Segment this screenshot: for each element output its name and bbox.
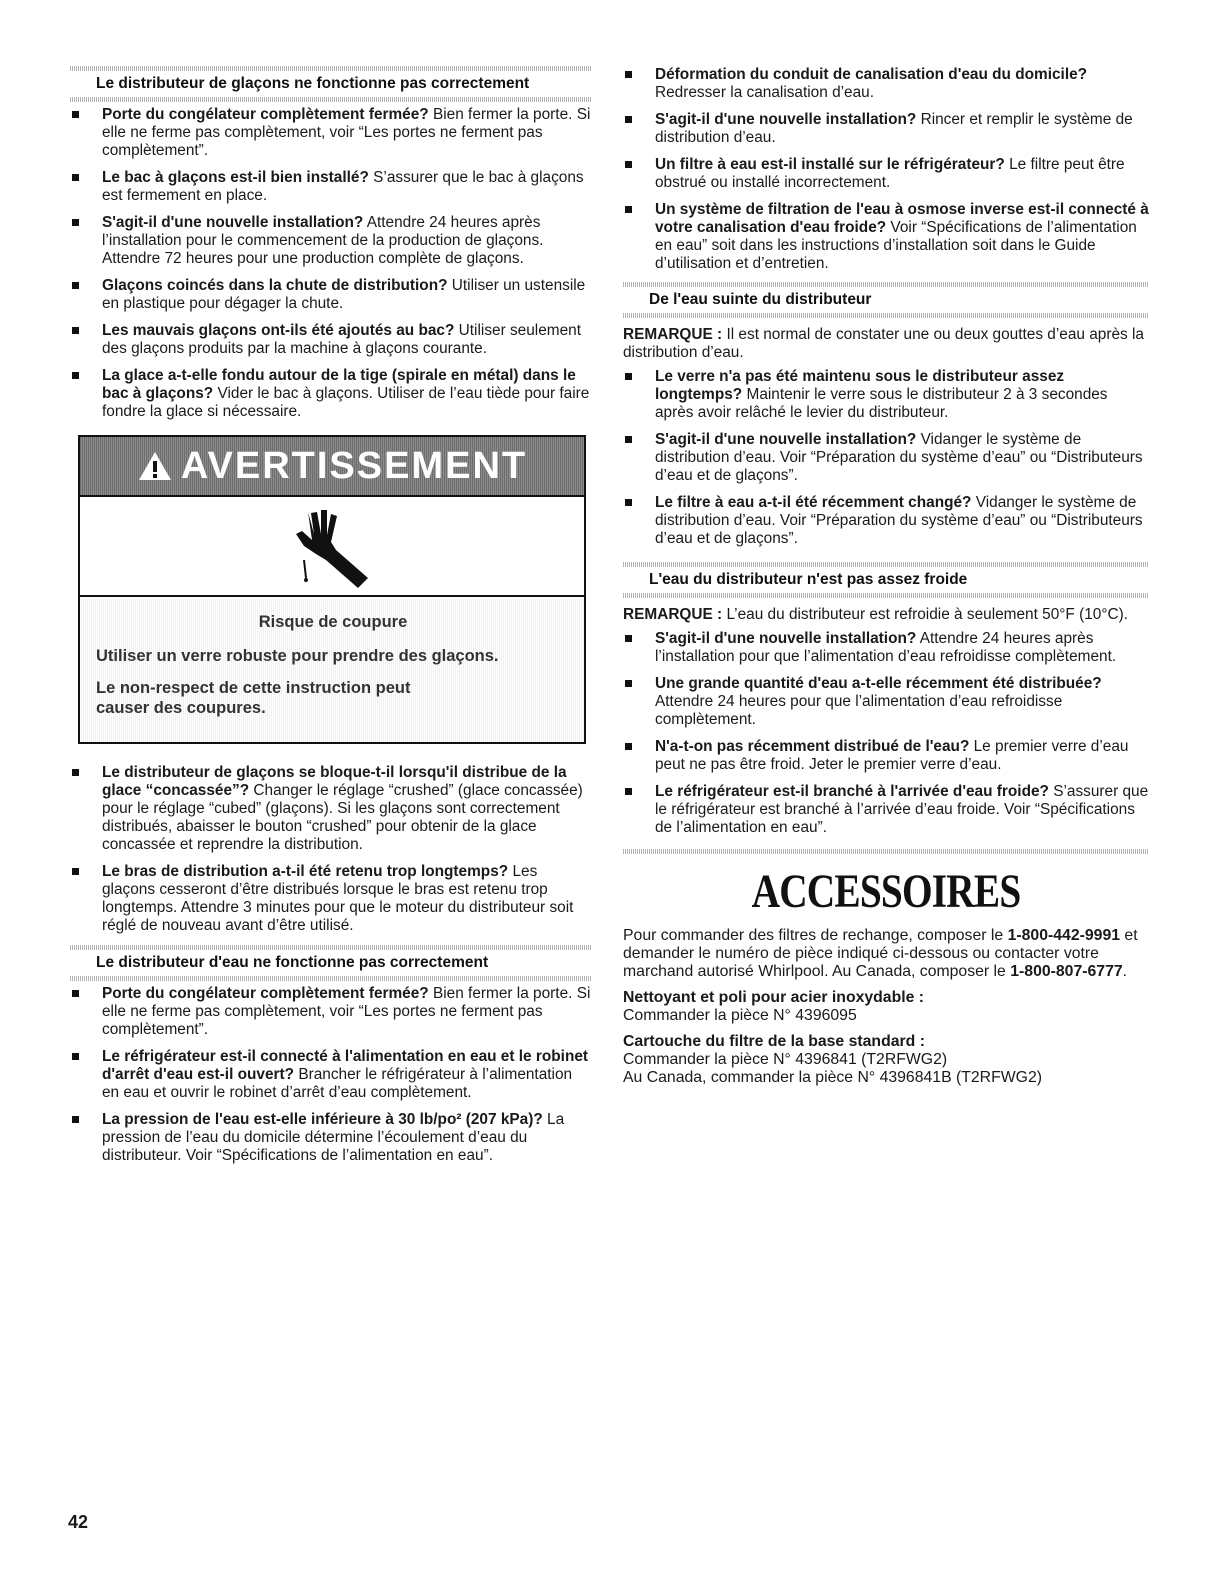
section-header-water-dispenser [70,945,592,981]
warning-risk: Risque de coupure [258,613,408,631]
warning-header [80,437,584,497]
list-item: N'a-t-on pas récemment distribué de l'eau? Le premier verre d’eau peut ne pas être froid. Jeter le premier verre d’eau. [623,738,1149,774]
list-item: Le bac à glaçons est-il bien installé? S’assurer que le bac à glaçons est fermement en place. [70,169,592,205]
note: REMARQUE : Il est normal de constater une ou deux gouttes d’eau après la distribution d’eau. [623,326,1144,361]
divider [70,976,592,981]
accessories-intro: Pour commander des filtres de rechange, composer le 1-800-442-9991 et demander le numéro de pièce indiqué ci-dessous ou contacter votre marchand autorisé Whirlpool. Au Canada, composer le 1-800-807-6777. [623,927,1138,980]
list-item: Un système de filtration de l'eau à osmose inverse est-il connecté à votre canalisation d'eau froide? Voir “Spécifications de l’alimentation en eau” soit dans les instructions d’installation soit dans le Guide d’utilisation et d’entretien. [623,201,1149,273]
accessory-heading: Nettoyant et poli pour acier inoxydable : [623,989,925,1006]
accessory-heading: Cartouche du filtre de la base standard : [623,1033,925,1050]
left-column [70,62,592,1174]
section-title: Le distributeur de glaçons ne fonctionne pas correctement [96,75,530,92]
list-item: Le réfrigérateur est-il branché à l'arrivée d'eau froide? S’assurer que le réfrigérateur est branché à l’arrivée d’eau froide. Voir “Spécifications de l’alimentation en eau”. [623,783,1149,837]
divider [623,313,1149,318]
divider [70,97,592,102]
warning-body [80,597,584,742]
list-item: Le distributeur de glaçons se bloque-t-il lorsqu'il distribue de la glace “concassée”? Changer le réglage “crushed” (glace concassée) pour le réglage “cubed” (glaçons). Si les glaçons sont correctement distribués, abaisser le bouton “crushed” pour obtenir de la glace concassée et reprendre la distribution. [70,764,592,854]
warning-title: AVERTISSEMENT [137,445,527,488]
section-title: De l'eau suinte du distributeur [649,291,872,308]
list-item: Les mauvais glaçons ont-ils été ajoutés au bac? Utiliser seulement des glaçons produits par la machine à glaçons courante. [70,322,592,358]
list-item: Le filtre à eau a-t-il été récemment changé? Vidanger le système de distribution d’eau. Voir “Préparation du système d’eau” ou “Distributeurs d’eau et de glaçons”. [623,494,1149,548]
section-header-water-leak [623,282,1149,318]
list-item: Le verre n'a pas été maintenu sous le distributeur assez longtemps? Maintenir le verre sous le distributeur 2 à 3 secondes après avoir relâché le levier du distributeur. [623,368,1149,422]
section-header-ice-dispenser [70,66,592,102]
warning-instruction: Utiliser un verre robuste pour prendre des glaçons. [96,647,499,665]
section-title: Le distributeur d'eau ne fonctionne pas correctement [96,954,489,971]
list-item: La glace a-t-elle fondu autour de la tige (spirale en métal) dans le bac à glaçons? Vider le bac à glaçons. Utiliser de l’eau tiède pour faire fondre la glace si nécessaire. [70,367,592,421]
list-item: Déformation du conduit de canalisation d'eau du domicile? Redresser la canalisation d’eau. [623,66,1149,102]
warning-graphic [80,497,584,597]
water-dispenser-list [70,985,592,1165]
list-item: S'agit-il d'une nouvelle installation? Vidanger le système de distribution d’eau. Voir “Préparation du système d’eau” ou “Distributeurs d’eau et de glaçons”. [623,431,1149,485]
accessory-part: Commander la pièce N° 4396095 [623,1007,857,1024]
list-item: S'agit-il d'une nouvelle installation? Attendre 24 heures après l’installation pour le commencement de la production de glaçons. Attendre 72 heures pour une production complète de glaçons. [70,214,592,268]
cut-hand-icon [284,504,380,588]
section-title: L'eau du distributeur n'est pas assez froide [649,571,968,588]
accessory-part: Au Canada, commander la pièce N° 4396841B (T2RFWG2) [623,1069,1042,1086]
ice-dispenser-list-2 [70,764,592,935]
list-item: Le réfrigérateur est-il connecté à l'alimentation en eau et le robinet d'arrêt d'eau est-il ouvert? Brancher le réfrigérateur à l’alimentation en eau et ouvrir le robinet d’arrêt d’eau complètement. [70,1048,592,1102]
warning-triangle-icon [137,450,173,482]
list-item: Porte du congélateur complètement fermée? Bien fermer la porte. Si elle ne ferme pas complètement, voir “Les portes ne ferment pas complètement”. [70,985,592,1039]
accessories-title: ACCESSOIRES [751,865,1021,918]
list-item: S'agit-il d'une nouvelle installation? Attendre 24 heures après l’installation pour que l’alimentation d’eau refroidisse complètement. [623,630,1149,666]
divider [623,849,1149,854]
note: REMARQUE : L’eau du distributeur est refroidie à seulement 50°F (10°C). [623,606,1129,623]
list-item: Le bras de distribution a-t-il été retenu trop longtemps? Les glaçons cesseront d’être distribués lorsque le bras est retenu trop longtemps. Attendre 3 minutes pour que le moteur du distributeur soit réglé de nouveau avant d’être utilisé. [70,863,592,935]
ice-dispenser-list [70,106,592,421]
water-dispenser-list-cont [623,66,1149,273]
warning-consequence: Le non-respect de cette instruction peut causer des coupures. [96,679,411,717]
water-leak-list [623,368,1149,548]
section-header-water-not-cold [623,562,1149,598]
accessory-part: Commander la pièce N° 4396841 (T2RFWG2) [623,1051,948,1068]
list-item: Un filtre à eau est-il installé sur le réfrigérateur? Le filtre peut être obstrué ou installé incorrectement. [623,156,1149,192]
right-column [623,66,1149,1087]
page-number: 42 [68,1512,89,1532]
list-item: S'agit-il d'une nouvelle installation? Rincer et remplir le système de distribution d’eau. [623,111,1149,147]
warning-box [78,435,586,744]
list-item: Glaçons coincés dans la chute de distribution? Utiliser un ustensile en plastique pour dégager la chute. [70,277,592,313]
list-item: La pression de l'eau est-elle inférieure à 30 lb/po² (207 kPa)? La pression de l’eau du domicile détermine l’écoulement d’eau du distributeur. Voir “Spécifications de l’alimentation en eau”. [70,1111,592,1165]
water-not-cold-list [623,630,1149,837]
list-item: Une grande quantité d'eau a-t-elle récemment été distribuée? Attendre 24 heures pour que l’alimentation d’eau refroidisse complètement. [623,675,1149,729]
divider [623,593,1149,598]
list-item: Porte du congélateur complètement fermée? Bien fermer la porte. Si elle ne ferme pas complètement, voir “Les portes ne ferment pas complètement”. [70,106,592,160]
